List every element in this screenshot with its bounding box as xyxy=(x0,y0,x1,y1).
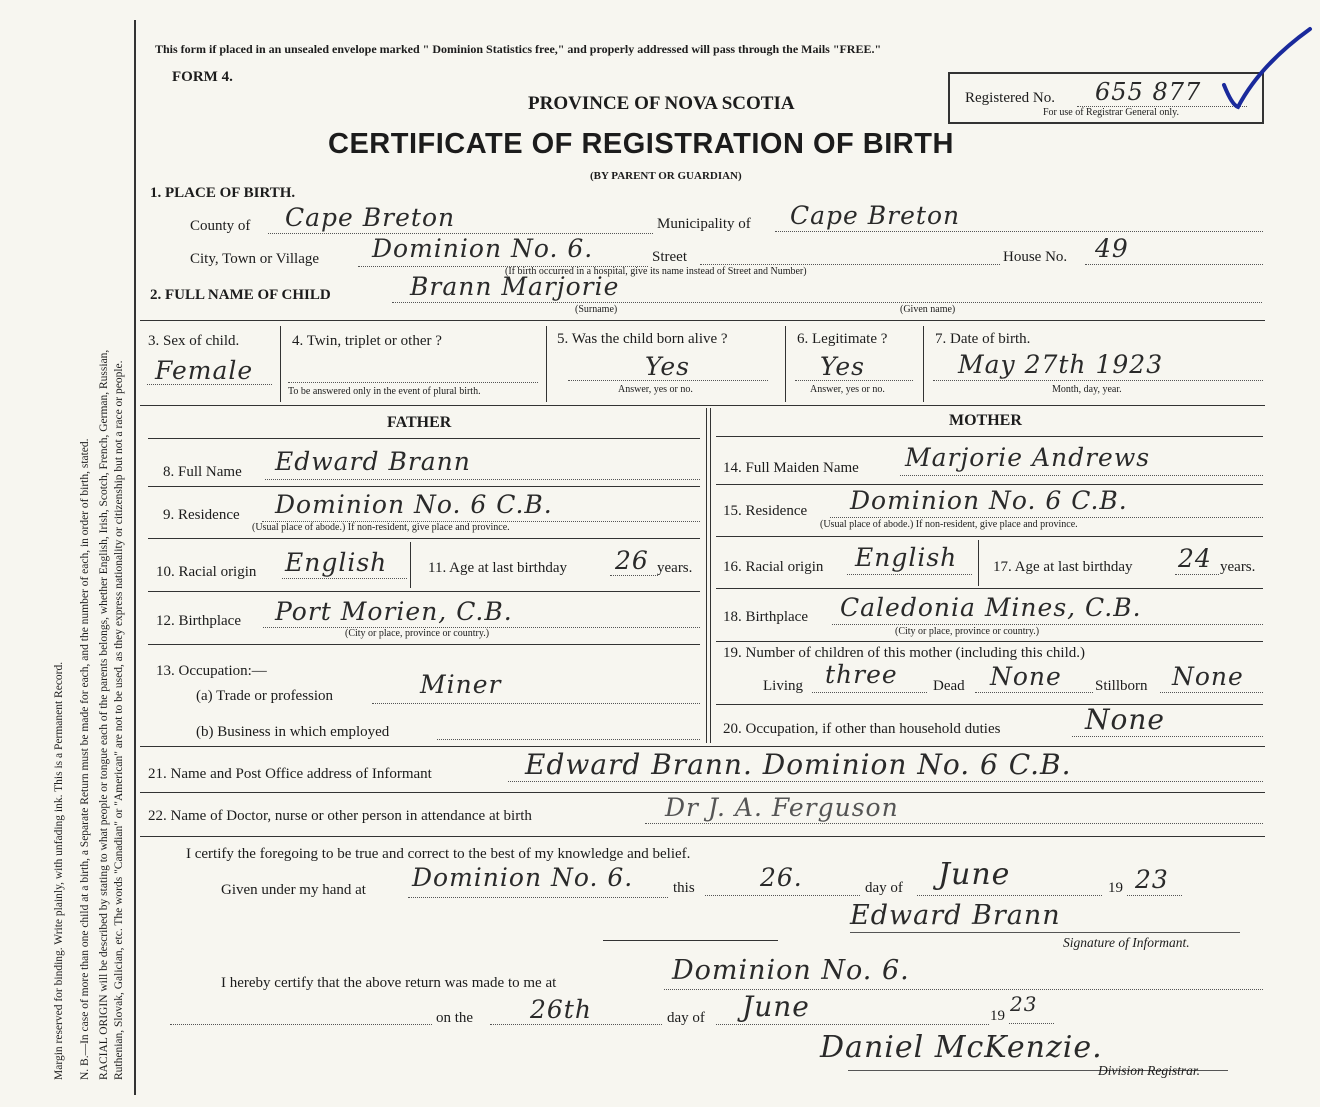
given-label: Given under my hand at xyxy=(221,882,366,898)
father-race-label: 10. Racial origin xyxy=(156,564,257,580)
given-place-value: Dominion No. 6. xyxy=(412,863,634,892)
sex-value: Female xyxy=(155,356,254,385)
given-year-value: 23 xyxy=(1135,865,1169,894)
margin-plural-birth-note: N. B.—In case of more than one child at a birth, a Separate Return must be made for each, and the number of each, in order of birth, stated. xyxy=(79,438,91,1080)
given-name-note: (Given name) xyxy=(900,304,956,315)
registrar-month-value: June xyxy=(742,990,810,1023)
given-this-label: this xyxy=(673,880,695,896)
mother-birthplace-label: 18. Birthplace xyxy=(723,609,808,625)
street-label: Street xyxy=(652,249,687,265)
form-number: FORM 4. xyxy=(172,69,233,85)
house-label: House No. xyxy=(1003,249,1068,265)
mother-age-value: 24 xyxy=(1178,544,1212,573)
registrar-signature: Daniel McKenzie. xyxy=(820,1030,1103,1065)
registrar-caption: Division Registrar. xyxy=(1098,1063,1201,1078)
registered-label: Registered No. xyxy=(965,90,1055,106)
mother-children-label: 19. Number of children of this mother (including this child.) xyxy=(723,645,1086,661)
legitimate-note: Answer, yes or no. xyxy=(810,384,885,395)
father-occupation-label: 13. Occupation:— xyxy=(156,663,267,679)
registrar-day-value: 26th xyxy=(530,995,592,1024)
informant-signature: Edward Brann xyxy=(850,900,1061,931)
margin-rule xyxy=(134,20,136,1095)
dead-label: Dead xyxy=(933,678,965,694)
father-birthplace-value: Port Morien, C.B. xyxy=(275,597,513,626)
father-heading: FATHER xyxy=(387,414,452,431)
given-month-value: June xyxy=(938,857,1011,892)
father-residence-label: 9. Residence xyxy=(163,507,240,523)
mother-residence-note: (Usual place of abode.) If non-resident, give place and province. xyxy=(820,519,1078,530)
registrar-statement: I hereby certify that the above return was made to me at xyxy=(221,975,557,991)
margin-racial-origin-note-2: Ruthenian, Slovak, Galician, etc. The words "Canadian" or "American" are not to be used, as they express nationality or citizenship but not a race or people. xyxy=(113,360,125,1080)
city-label: City, Town or Village xyxy=(190,251,320,267)
county-value: Cape Breton xyxy=(285,203,456,232)
registrar-year-prefix: 19 xyxy=(990,1008,1005,1024)
father-name-value: Edward Brann xyxy=(275,447,471,476)
mother-name-value: Marjorie Andrews xyxy=(905,443,1151,472)
mother-birthplace-value: Caledonia Mines, C.B. xyxy=(840,593,1142,622)
child-name-value: Brann Marjorie xyxy=(410,272,620,301)
mother-name-label: 14. Full Maiden Name xyxy=(723,460,859,476)
father-trade-label: (a) Trade or profession xyxy=(196,688,334,704)
registered-number: 655 877 xyxy=(1095,78,1202,106)
dob-label: 7. Date of birth. xyxy=(935,331,1031,347)
registrar-year-value: 23 xyxy=(1010,992,1038,1016)
alive-note: Answer, yes or no. xyxy=(618,384,693,395)
father-race-value: English xyxy=(285,548,388,577)
registrar-on-label: on the xyxy=(436,1010,474,1026)
margin-binding-note: Margin reserved for binding. Write plainly, with unfading ink. This is a Permanent Record. xyxy=(53,661,65,1080)
mother-age-label: 17. Age at last birthday xyxy=(993,559,1133,575)
dob-value: May 27th 1923 xyxy=(958,350,1164,379)
hospital-note: (If birth occurred in a hospital, give its name instead of Street and Number) xyxy=(505,266,807,277)
father-trade-value: Miner xyxy=(420,670,502,699)
alive-label: 5. Was the child born alive ? xyxy=(557,331,728,347)
legitimate-label: 6. Legitimate ? xyxy=(797,331,888,347)
father-residence-note: (Usual place of abode.) If non-resident, give place and province. xyxy=(252,522,510,533)
living-label: Living xyxy=(763,678,803,694)
mother-occupation-label: 20. Occupation, if other than household duties xyxy=(723,721,1001,737)
margin-racial-origin-note: RACIAL ORIGIN will be described by stating to what people or tongue each of the parents belongs, whether English, Irish, Scotch, French, German, Russian, xyxy=(98,349,110,1080)
mother-residence-label: 15. Residence xyxy=(723,503,808,519)
dead-value: None xyxy=(990,662,1062,691)
father-age-years: years. xyxy=(657,560,693,576)
informant-value: Edward Brann. Dominion No. 6 C.B. xyxy=(525,748,1072,781)
twin-note: To be answered only in the event of plural birth. xyxy=(288,386,481,397)
living-value: three xyxy=(825,660,898,689)
place-heading: 1. PLACE OF BIRTH. xyxy=(150,185,296,201)
checkmark-icon xyxy=(1220,25,1315,115)
father-business-label: (b) Business in which employed xyxy=(196,724,390,740)
informant-label: 21. Name and Post Office address of Informant xyxy=(148,766,432,782)
mother-occupation-value: None xyxy=(1085,703,1165,736)
house-value: 49 xyxy=(1095,234,1129,263)
dob-note: Month, day, year. xyxy=(1052,384,1122,395)
father-name-label: 8. Full Name xyxy=(163,464,242,480)
mother-race-label: 16. Racial origin xyxy=(723,559,824,575)
doctor-value: Dr J. A. Ferguson xyxy=(665,793,899,822)
city-value: Dominion No. 6. xyxy=(372,234,594,263)
sex-label: 3. Sex of child. xyxy=(148,333,240,349)
given-year-prefix: 19 xyxy=(1108,880,1123,896)
given-day-of-label: day of xyxy=(865,880,903,896)
twin-label: 4. Twin, triplet or other ? xyxy=(292,333,442,349)
municipality-value: Cape Breton xyxy=(790,201,961,230)
alive-value: Yes xyxy=(645,352,690,381)
doctor-label: 22. Name of Doctor, nurse or other person in attendance at birth xyxy=(148,808,532,824)
mother-residence-value: Dominion No. 6 C.B. xyxy=(850,486,1128,515)
registrar-note: For use of Registrar General only. xyxy=(1043,107,1179,118)
registrar-place-value: Dominion No. 6. xyxy=(672,955,910,986)
father-age-value: 26 xyxy=(615,546,649,575)
father-age-label: 11. Age at last birthday xyxy=(428,560,567,576)
mother-age-years: years. xyxy=(1220,559,1256,575)
father-birthplace-label: 12. Birthplace xyxy=(156,613,241,629)
municipality-label: Municipality of xyxy=(657,216,751,232)
mother-heading: MOTHER xyxy=(949,412,1022,429)
surname-note: (Surname) xyxy=(575,304,618,315)
certificate-subtitle: (BY PARENT OR GUARDIAN) xyxy=(590,170,742,182)
province-heading: PROVINCE OF NOVA SCOTIA xyxy=(528,93,795,114)
legitimate-value: Yes xyxy=(820,352,865,381)
mother-race-value: English xyxy=(855,543,958,572)
given-day-value: 26. xyxy=(760,863,803,892)
stillborn-label: Stillborn xyxy=(1095,678,1148,694)
certify-statement: I certify the foregoing to be true and correct to the best of my knowledge and belief. xyxy=(186,846,691,862)
stillborn-value: None xyxy=(1172,662,1244,691)
informant-signature-caption: Signature of Informant. xyxy=(1063,935,1190,950)
child-name-label: 2. FULL NAME OF CHILD xyxy=(150,287,331,303)
postal-note: This form if placed in an unsealed envelope marked " Dominion Statistics free," and properly addressed will pass through the Mails "FREE." xyxy=(155,42,882,56)
registrar-day-of-label: day of xyxy=(667,1010,705,1026)
county-label: County of xyxy=(190,218,251,234)
father-birthplace-note: (City or place, province or country.) xyxy=(345,628,490,639)
father-residence-value: Dominion No. 6 C.B. xyxy=(275,490,553,519)
mother-birthplace-note: (City or place, province or country.) xyxy=(895,626,1040,637)
certificate-title: CERTIFICATE OF REGISTRATION OF BIRTH xyxy=(328,128,954,160)
